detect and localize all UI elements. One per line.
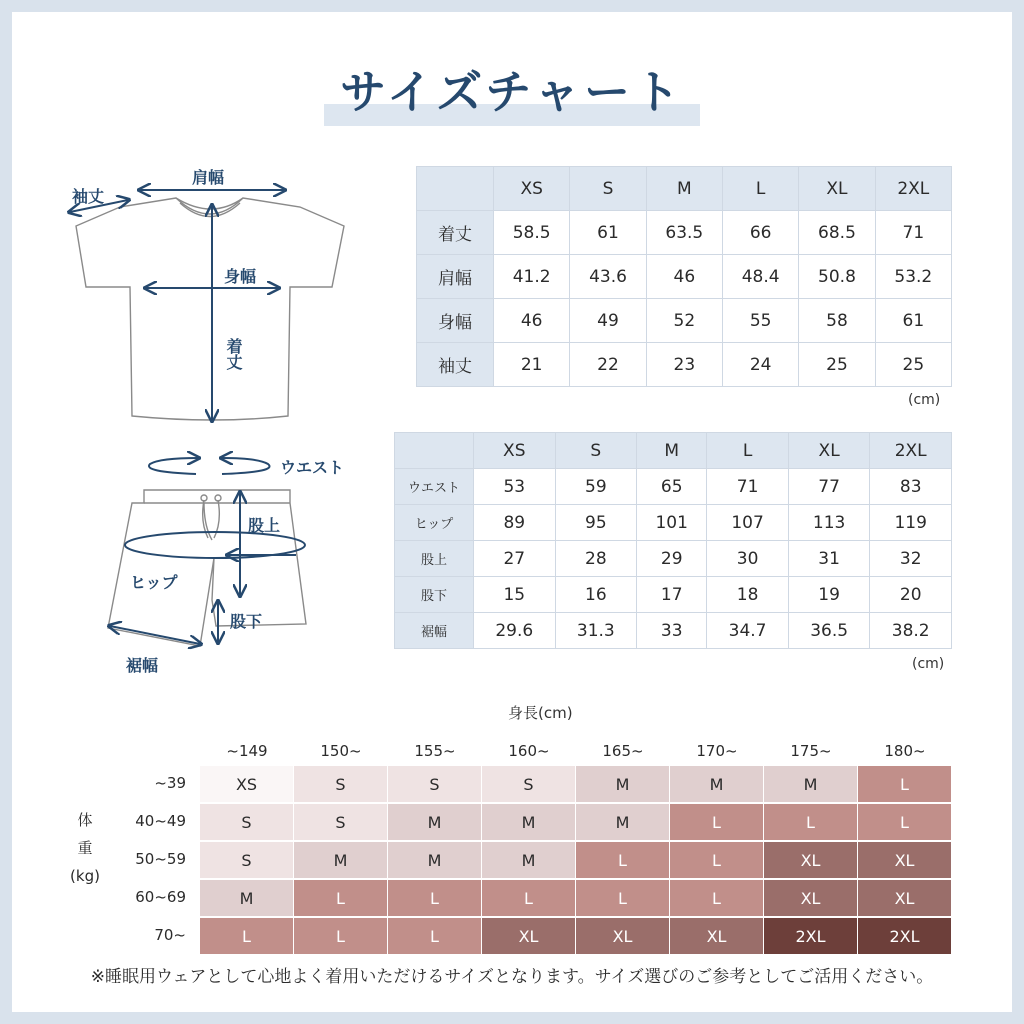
table-cell: 36.5 [788,613,870,649]
shirt-unit-label: (cm) [908,392,941,408]
table-row [395,577,952,613]
table-cell: 28 [555,541,637,577]
height-column-label: 160~ [508,742,550,760]
table-cell: 29.6 [474,613,556,649]
size-cell: XL [764,842,857,878]
table-cell: 59 [555,469,637,505]
table-cell: 20 [870,577,952,613]
tshirt-drawing [76,198,344,420]
page-title: サイズチャート [339,65,685,119]
table-cell: 34.7 [707,613,789,649]
size-cell: S [482,766,575,802]
height-column-label: 180~ [884,742,926,760]
weight-axis-title [62,806,108,890]
table-cell: 19 [788,577,870,613]
table-cell: 71 [875,211,951,255]
size-cell: M [200,880,293,916]
row-label: 着丈 [417,211,494,255]
size-cell: L [200,918,293,954]
weight-axis-title-line: 体 [77,811,93,829]
size-cell: 2XL [858,918,951,954]
weight-row-label: ~39 [154,774,186,792]
size-cell: L [576,880,669,916]
chest-label: 身幅 [224,264,256,287]
size-cell: S [200,842,293,878]
size-header: 2XL [870,433,952,469]
table-cell: 49 [570,299,646,343]
row-label: 股下 [395,577,474,613]
table-cell: 30 [707,541,789,577]
table-row [395,469,952,505]
row-label: 肩幅 [417,255,494,299]
table-cell: 61 [875,299,951,343]
table-cell: 89 [474,505,556,541]
table-cell: 53.2 [875,255,951,299]
weight-row-label: 60~69 [135,888,186,906]
footnote: ※睡眠用ウェアとして心地よく着用いただけるサイズとなります。サイズ選びのご参考としてご活用ください。 [90,967,934,987]
table-cell: 23 [646,343,722,387]
shoulder-label: 肩幅 [192,168,225,187]
table-cell: 25 [799,343,875,387]
size-cell: M [388,804,481,840]
table-cell: 25 [875,343,951,387]
table-cell: 38.2 [870,613,952,649]
size-cell: M [670,766,763,802]
table-cell: 46 [494,299,570,343]
table-row [417,299,952,343]
height-column-label: 150~ [320,742,362,760]
sleeve-label: 袖丈 [72,187,105,206]
table-cell: 24 [722,343,798,387]
table-cell: 22 [570,343,646,387]
table-row [395,541,952,577]
size-cell: L [764,804,857,840]
size-cell: S [294,804,387,840]
table-cell: 53 [474,469,556,505]
weight-axis-title-line: 重 [77,839,93,857]
table-cell: 15 [474,577,556,613]
table-cell: 27 [474,541,556,577]
table-cell: 55 [722,299,798,343]
table-cell: 107 [707,505,789,541]
table-cell: 101 [637,505,707,541]
size-cell: L [388,918,481,954]
length-label: 着丈 [224,338,243,370]
size-header: S [555,433,637,469]
table-cell: 58.5 [494,211,570,255]
height-column-label: 175~ [790,742,832,760]
height-column-label: 165~ [602,742,644,760]
table-row [417,211,952,255]
weight-axis-title-line: (kg) [70,867,100,885]
table-cell: 31.3 [555,613,637,649]
table-cell: 119 [870,505,952,541]
table-header-row [417,167,952,211]
size-header: S [570,167,646,211]
row-label: 身幅 [417,299,494,343]
table-row [395,505,952,541]
height-column-label: ~149 [226,742,268,760]
row-label: 裾幅 [395,613,474,649]
table-cell: 33 [637,613,707,649]
size-cell: M [294,842,387,878]
table-cell: 43.6 [570,255,646,299]
table-row [395,613,952,649]
size-header: M [646,167,722,211]
table-cell: 29 [637,541,707,577]
table-cell: 71 [707,469,789,505]
table-cell: 52 [646,299,722,343]
size-header: L [722,167,798,211]
row-label: 股上 [395,541,474,577]
table-row [417,255,952,299]
corner-cell [395,433,474,469]
size-cell: XL [858,880,951,916]
table-cell: 32 [870,541,952,577]
corner-cell [417,167,494,211]
size-cell: M [482,842,575,878]
table-cell: 58 [799,299,875,343]
waist-label: ウエスト [280,458,345,477]
height-column-label: 170~ [696,742,738,760]
size-header: XL [788,433,870,469]
table-header-row [395,433,952,469]
size-cell: 2XL [764,918,857,954]
size-cell: XL [858,842,951,878]
size-cell: M [576,804,669,840]
size-cell: S [294,766,387,802]
hem-label: 裾幅 [126,656,159,675]
table-cell: 83 [870,469,952,505]
size-cell: XL [764,880,857,916]
table-cell: 63.5 [646,211,722,255]
size-header: XL [799,167,875,211]
waist-arrow-right [222,458,270,474]
size-cell: L [294,918,387,954]
size-cell: L [858,804,951,840]
row-label: 袖丈 [417,343,494,387]
size-cell: L [388,880,481,916]
size-header: M [637,433,707,469]
table-cell: 95 [555,505,637,541]
size-cell: M [764,766,857,802]
table-cell: 18 [707,577,789,613]
row-label: ヒップ [395,505,474,541]
size-cell: S [200,804,293,840]
height-axis-title: 身長(cm) [508,704,573,722]
size-cell: XL [482,918,575,954]
table-cell: 31 [788,541,870,577]
table-cell: 48.4 [722,255,798,299]
table-cell: 41.2 [494,255,570,299]
size-header: XS [494,167,570,211]
table-cell: 68.5 [799,211,875,255]
table-cell: 46 [646,255,722,299]
size-header: XS [474,433,556,469]
size-cell: L [858,766,951,802]
table-cell: 50.8 [799,255,875,299]
size-cell: M [388,842,481,878]
size-cell: M [576,766,669,802]
rise-label: 股上 [248,516,281,535]
table-row [417,343,952,387]
size-cell: XL [576,918,669,954]
size-header: L [707,433,789,469]
table-cell: 61 [570,211,646,255]
size-cell: L [482,880,575,916]
size-cell: S [388,766,481,802]
table-cell: 65 [637,469,707,505]
table-cell: 66 [722,211,798,255]
height-column-label: 155~ [414,742,456,760]
table-cell: 17 [637,577,707,613]
row-label: ウエスト [395,469,474,505]
table-cell: 113 [788,505,870,541]
table-cell: 21 [494,343,570,387]
table-cell: 77 [788,469,870,505]
weight-row-label: 50~59 [135,850,186,868]
size-cell: XS [200,766,293,802]
pants-size-table [394,432,952,649]
weight-row-label: 70~ [154,926,186,944]
size-cell: L [670,842,763,878]
hip-label: ヒップ [130,573,178,592]
size-cell: L [294,880,387,916]
pants-unit-label: (cm) [912,656,945,672]
waist-arrow-left [149,458,198,474]
weight-row-label: 40~49 [135,812,186,830]
shirt-size-table [416,166,952,387]
size-cell: L [670,804,763,840]
size-cell: L [576,842,669,878]
size-cell: XL [670,918,763,954]
size-cell: L [670,880,763,916]
size-header: 2XL [875,167,951,211]
size-cell: M [482,804,575,840]
table-cell: 16 [555,577,637,613]
inseam-label: 股下 [230,612,263,631]
